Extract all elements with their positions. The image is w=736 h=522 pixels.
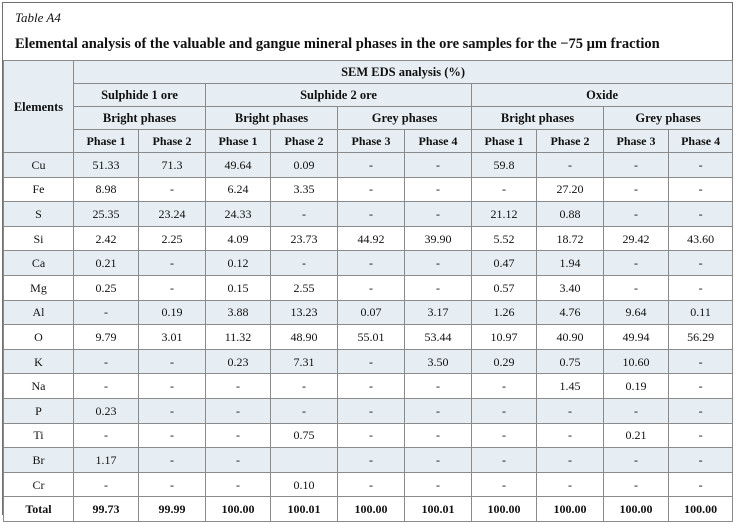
value-cell: - (537, 472, 604, 497)
value-cell: 3.17 (405, 300, 472, 325)
ore-header-sulphide-2: Sulphide 2 ore (206, 84, 472, 107)
value-cell: 3.35 (271, 177, 338, 202)
phase-header: Phase 4 (405, 130, 472, 153)
value-cell: 0.09 (271, 153, 338, 178)
value-cell: 53.44 (405, 325, 472, 350)
value-cell: - (669, 251, 733, 276)
value-cell: 40.90 (537, 325, 604, 350)
value-cell: - (472, 423, 537, 448)
value-cell: 1.17 (74, 448, 139, 473)
value-cell: 100.00 (604, 497, 669, 522)
table-row (4, 374, 733, 399)
value-cell: - (405, 153, 472, 178)
value-cell: 0.29 (472, 349, 537, 374)
ore-header-oxide: Oxide (472, 84, 733, 107)
phase-header: Phase 3 (604, 130, 669, 153)
value-cell: 0.75 (537, 349, 604, 374)
phase-group-header: Bright phases (74, 107, 206, 130)
value-cell: 0.21 (604, 423, 669, 448)
elemental-analysis-table (3, 60, 733, 522)
value-cell: - (472, 472, 537, 497)
table-frame (2, 2, 733, 515)
value-cell: - (338, 374, 405, 399)
value-cell: - (271, 202, 338, 227)
value-cell: 0.23 (206, 349, 271, 374)
value-cell: - (338, 349, 405, 374)
value-cell: - (472, 177, 537, 202)
value-cell: 0.11 (669, 300, 733, 325)
value-cell: 3.40 (537, 275, 604, 300)
value-cell: - (271, 398, 338, 423)
header-row-phases (4, 130, 733, 153)
value-cell: - (74, 374, 139, 399)
value-cell: - (74, 423, 139, 448)
element-cell: P (4, 398, 74, 423)
value-cell: - (338, 177, 405, 202)
table-title: Elemental analysis of the valuable and gangue mineral phases in the ore samples for the −75 μm fraction (15, 36, 660, 52)
value-cell: - (271, 251, 338, 276)
value-cell: 8.98 (74, 177, 139, 202)
value-cell: - (405, 202, 472, 227)
value-cell: - (74, 300, 139, 325)
value-cell: 56.29 (669, 325, 733, 350)
table-row (4, 300, 733, 325)
value-cell: - (472, 374, 537, 399)
element-cell: Fe (4, 177, 74, 202)
header-row-ores (4, 84, 733, 107)
value-cell: 100.01 (405, 497, 472, 522)
value-cell: 4.09 (206, 226, 271, 251)
value-cell: - (669, 202, 733, 227)
value-cell: 10.97 (472, 325, 537, 350)
value-cell: 100.00 (206, 497, 271, 522)
element-cell: K (4, 349, 74, 374)
table-row (4, 398, 733, 423)
value-cell: - (537, 153, 604, 178)
value-cell: 25.35 (74, 202, 139, 227)
value-cell: 18.72 (537, 226, 604, 251)
elements-header: Elements (4, 61, 74, 153)
phase-group-header: Grey phases (338, 107, 472, 130)
value-cell: - (405, 448, 472, 473)
value-cell: 0.23 (74, 398, 139, 423)
value-cell: 71.3 (139, 153, 206, 178)
value-cell: - (206, 423, 271, 448)
value-cell: - (405, 398, 472, 423)
value-cell: - (139, 251, 206, 276)
value-cell: 6.24 (206, 177, 271, 202)
value-cell: 0.25 (74, 275, 139, 300)
value-cell: 0.15 (206, 275, 271, 300)
value-cell: 23.73 (271, 226, 338, 251)
value-cell: 0.19 (604, 374, 669, 399)
value-cell: - (139, 349, 206, 374)
value-cell: 2.55 (271, 275, 338, 300)
value-cell: - (537, 398, 604, 423)
value-cell: - (271, 374, 338, 399)
value-cell: - (139, 275, 206, 300)
value-cell: - (472, 398, 537, 423)
phase-header: Phase 1 (74, 130, 139, 153)
phase-group-header: Bright phases (206, 107, 338, 130)
value-cell: - (338, 448, 405, 473)
value-cell: 3.88 (206, 300, 271, 325)
value-cell: - (206, 472, 271, 497)
value-cell: 10.60 (604, 349, 669, 374)
phase-header: Phase 2 (271, 130, 338, 153)
phase-header: Phase 2 (537, 130, 604, 153)
table-row (4, 349, 733, 374)
value-cell: 2.25 (139, 226, 206, 251)
value-cell: - (139, 448, 206, 473)
element-cell: Cu (4, 153, 74, 178)
header-row-analysis (4, 61, 733, 84)
element-cell: Ca (4, 251, 74, 276)
value-cell: - (206, 374, 271, 399)
table-row (4, 251, 733, 276)
table-row (4, 202, 733, 227)
phase-header: Phase 1 (206, 130, 271, 153)
value-cell: 0.47 (472, 251, 537, 276)
value-cell: - (338, 472, 405, 497)
table-row (4, 226, 733, 251)
value-cell: 48.90 (271, 325, 338, 350)
value-cell: 24.33 (206, 202, 271, 227)
value-cell: - (669, 177, 733, 202)
value-cell: - (669, 349, 733, 374)
value-cell: - (338, 153, 405, 178)
value-cell: 0.57 (472, 275, 537, 300)
phase-group-header: Grey phases (604, 107, 733, 130)
value-cell: - (604, 202, 669, 227)
value-cell: - (405, 423, 472, 448)
value-cell: - (74, 472, 139, 497)
phase-group-header: Bright phases (472, 107, 604, 130)
value-cell: 0.88 (537, 202, 604, 227)
value-cell: - (604, 448, 669, 473)
value-cell: 13.23 (271, 300, 338, 325)
value-cell: - (338, 202, 405, 227)
value-cell: 39.90 (405, 226, 472, 251)
value-cell: - (405, 374, 472, 399)
value-cell: 9.64 (604, 300, 669, 325)
value-cell: 99.73 (74, 497, 139, 522)
table-row (4, 177, 733, 202)
value-cell: 0.10 (271, 472, 338, 497)
ore-header-sulphide-1: Sulphide 1 ore (74, 84, 206, 107)
value-cell: 23.24 (139, 202, 206, 227)
table-label: Table A4 (15, 10, 61, 25)
value-cell: 100.01 (271, 497, 338, 522)
element-cell: O (4, 325, 74, 350)
value-cell: - (338, 423, 405, 448)
table-caption (3, 3, 732, 61)
phase-header: Phase 1 (472, 130, 537, 153)
element-cell: S (4, 202, 74, 227)
value-cell: 49.94 (604, 325, 669, 350)
value-cell: - (537, 448, 604, 473)
value-cell: 100.00 (338, 497, 405, 522)
table-row (4, 423, 733, 448)
value-cell: - (74, 349, 139, 374)
element-cell: Na (4, 374, 74, 399)
value-cell: - (139, 374, 206, 399)
value-cell: 0.75 (271, 423, 338, 448)
value-cell: 100.00 (669, 497, 733, 522)
value-cell: - (669, 275, 733, 300)
value-cell: 55.01 (338, 325, 405, 350)
value-cell: 29.42 (604, 226, 669, 251)
value-cell: - (405, 275, 472, 300)
value-cell: - (537, 423, 604, 448)
value-cell: - (139, 472, 206, 497)
value-cell: - (139, 177, 206, 202)
value-cell: - (604, 251, 669, 276)
value-cell: 0.19 (139, 300, 206, 325)
value-cell: - (206, 398, 271, 423)
table-row (4, 325, 733, 350)
value-cell: 27.20 (537, 177, 604, 202)
value-cell (271, 448, 338, 473)
value-cell: - (206, 448, 271, 473)
value-cell: - (669, 374, 733, 399)
value-cell: - (669, 472, 733, 497)
element-cell: Mg (4, 275, 74, 300)
element-cell: Cr (4, 472, 74, 497)
value-cell: - (604, 153, 669, 178)
analysis-header: SEM EDS analysis (%) (74, 61, 733, 84)
value-cell: 0.21 (74, 251, 139, 276)
value-cell: 11.32 (206, 325, 271, 350)
element-cell: Al (4, 300, 74, 325)
value-cell: 1.26 (472, 300, 537, 325)
value-cell: - (405, 177, 472, 202)
value-cell: - (405, 251, 472, 276)
value-cell: - (338, 398, 405, 423)
value-cell: 0.07 (338, 300, 405, 325)
value-cell: 3.01 (139, 325, 206, 350)
phase-header: Phase 3 (338, 130, 405, 153)
value-cell: - (604, 275, 669, 300)
element-cell: Br (4, 448, 74, 473)
value-cell: 44.92 (338, 226, 405, 251)
value-cell: 1.45 (537, 374, 604, 399)
value-cell: - (139, 398, 206, 423)
value-cell: - (669, 423, 733, 448)
table-row (4, 153, 733, 178)
value-cell: 1.94 (537, 251, 604, 276)
value-cell: 21.12 (472, 202, 537, 227)
value-cell: 43.60 (669, 226, 733, 251)
value-cell: - (338, 251, 405, 276)
value-cell: - (472, 448, 537, 473)
value-cell: - (669, 153, 733, 178)
table-row (4, 448, 733, 473)
value-cell: 49.64 (206, 153, 271, 178)
phase-header: Phase 2 (139, 130, 206, 153)
phase-header: Phase 4 (669, 130, 733, 153)
table-body (4, 153, 733, 522)
value-cell: 9.79 (74, 325, 139, 350)
value-cell: - (338, 275, 405, 300)
value-cell: - (139, 423, 206, 448)
table-row (4, 275, 733, 300)
value-cell: 100.00 (537, 497, 604, 522)
value-cell: 100.00 (472, 497, 537, 522)
table-row (4, 472, 733, 497)
value-cell: 7.31 (271, 349, 338, 374)
value-cell: - (405, 472, 472, 497)
value-cell: - (669, 398, 733, 423)
value-cell: 59.8 (472, 153, 537, 178)
value-cell: 0.12 (206, 251, 271, 276)
value-cell: 3.50 (405, 349, 472, 374)
value-cell: 4.76 (537, 300, 604, 325)
header-row-phase-groups (4, 107, 733, 130)
value-cell: - (669, 448, 733, 473)
value-cell: - (604, 177, 669, 202)
value-cell: - (604, 398, 669, 423)
value-cell: - (604, 472, 669, 497)
element-cell: Si (4, 226, 74, 251)
value-cell: 99.99 (139, 497, 206, 522)
element-cell: Total (4, 497, 74, 522)
value-cell: 51.33 (74, 153, 139, 178)
value-cell: 5.52 (472, 226, 537, 251)
value-cell: 2.42 (74, 226, 139, 251)
element-cell: Ti (4, 423, 74, 448)
